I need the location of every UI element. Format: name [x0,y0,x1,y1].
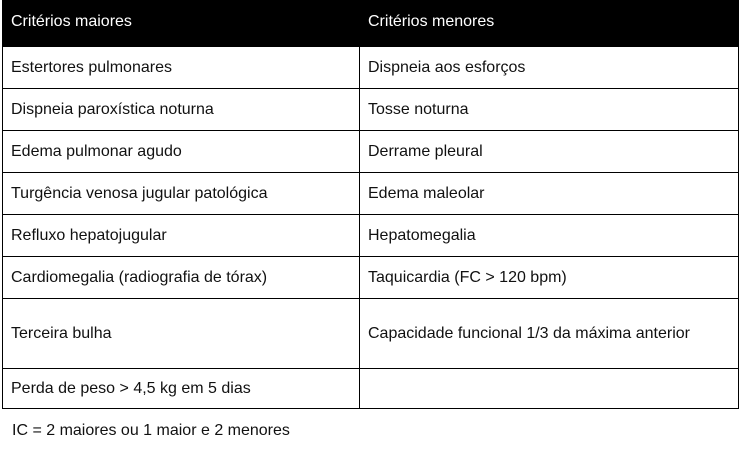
table-row [3,299,739,369]
table-row [3,173,739,215]
minor-criterion-cell: Taquicardia (FC > 120 bpm) [360,257,739,299]
minor-criterion-cell: Edema maleolar [360,173,739,215]
table-row [3,215,739,257]
table-row [3,257,739,299]
table-row [3,47,739,89]
major-criterion-cell: Turgência venosa jugular patológica [3,173,360,215]
major-criterion-cell: Perda de peso > 4,5 kg em 5 dias [3,369,360,409]
minor-criterion-cell: Tosse noturna [360,89,739,131]
header-row [3,1,739,47]
footnote: IC = 2 maiores ou 1 maior e 2 menores [12,422,290,439]
minor-criterion-cell: Derrame pleural [360,131,739,173]
minor-criterion-cell: Capacidade funcional 1/3 da máxima anterior [360,299,739,369]
major-criterion-cell: Estertores pulmonares [3,47,360,89]
header-major-criteria: Critérios maiores [3,1,360,47]
minor-criterion-cell: Hepatomegalia [360,215,739,257]
major-criterion-cell: Refluxo hepatojugular [3,215,360,257]
table-row [3,131,739,173]
criteria-table [2,0,739,409]
major-criterion-cell: Dispneia paroxística noturna [3,89,360,131]
table-row [3,369,739,409]
minor-criterion-cell: Dispneia aos esforços [360,47,739,89]
header-minor-criteria: Critérios menores [360,1,739,47]
major-criterion-cell: Terceira bulha [3,299,360,369]
major-criterion-cell: Cardiomegalia (radiografia de tórax) [3,257,360,299]
table-row [3,89,739,131]
major-criterion-cell: Edema pulmonar agudo [3,131,360,173]
minor-criterion-cell [360,369,739,409]
